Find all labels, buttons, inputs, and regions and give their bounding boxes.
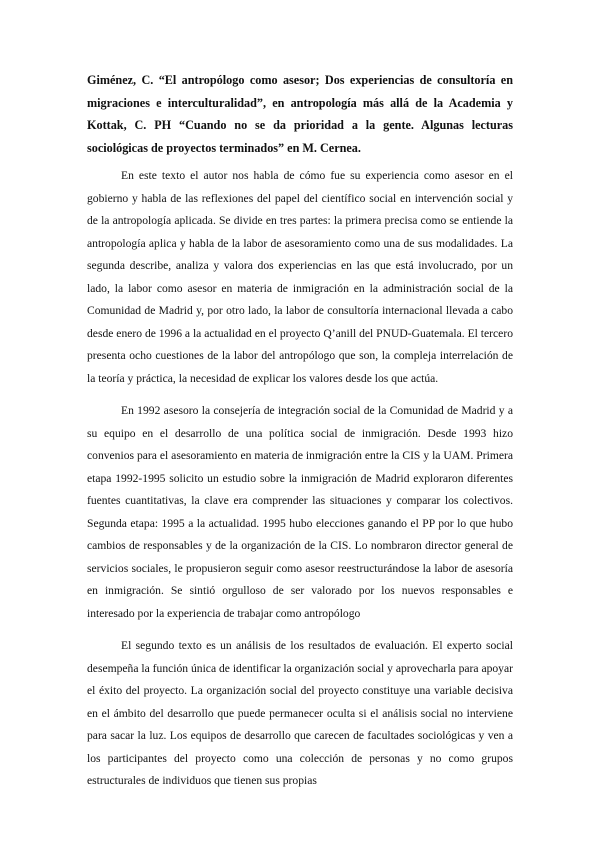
paragraph-2: En 1992 asesoro la consejería de integración social de la Comunidad de Madrid y a su equipo en el desarrollo de una política social de inmigración. Desde 1993 hizo convenios para el asesoramiento en materia de inmigración entre la CIS y la UAM. Primera etapa 1992-1995 solicito un estudio sobre la inmigración de Madrid exploraron diferentes fuentes cuantitativas, la clave era comprender las situaciones y comparar los colectivos. Segunda etapa: 1995 a la actualidad. 1995 hubo elecciones ganando el PP por lo que hubo cambios de responsables y de la organización de la CIS. Lo nombraron director general de servicios sociales, le propusieron seguir como asesor reestructurándose la labor de asesoría en inmigración. Se sintió orgulloso de ser valorado por los nuevos responsables e interesado por la experiencia de trabajar como antropólogo <box>87 404 513 620</box>
paragraph-1: En este texto el autor nos habla de cómo fue su experiencia como asesor en el gobierno y habla de las reflexiones del papel del científico social en intervención social y de la antropología aplicada. Se divide en tres partes: la primera precisa como se entiende la antropología aplica y habla de la labor de asesoramiento como una de sus modalidades. La segunda describe, analiza y valora dos experiencias en las que está involucrado, por un lado, la labor como asesor en materia de inmigración en la administración social de la Comunidad de Madrid y, por otro lado, la labor de consultoría internacional llevada a cabo desde enero de 1996 a la actualidad en el proyecto Q’anill del PNUD-Guatemala. El tercero presenta ocho cuestiones de la labor del antropólogo que son, la compleja interrelación de la teoría y práctica, la necesidad de explicar los valores desde los que actúa. <box>87 169 513 385</box>
document-heading: Giménez, C. “El antropólogo como asesor; Dos experiencias de consultoría en migraciones e interculturalidad”, en antropología más allá de la Academia y Kottak, C. PH “Cuando no se da prioridad a la gente. Algunas lecturas sociológicas de proyectos terminados” en M. Cernea. <box>87 73 513 155</box>
paragraph-3: El segundo texto es un análisis de los resultados de evaluación. El experto social desempeña la función única de identificar la organización social y aprovecharla para apoyar el éxito del proyecto. La organización social del proyecto constituye una variable decisiva en el ámbito del desarrollo que puede permanecer oculta si el análisis social no interviene para sacar la luz. Los equipos de desarrollo que carecen de facultades sociológicas y ven a los participantes del proyecto como una colección de personas y no como grupos estructurales de individuos que tienen sus propias <box>87 639 513 787</box>
document-body <box>87 69 513 803</box>
